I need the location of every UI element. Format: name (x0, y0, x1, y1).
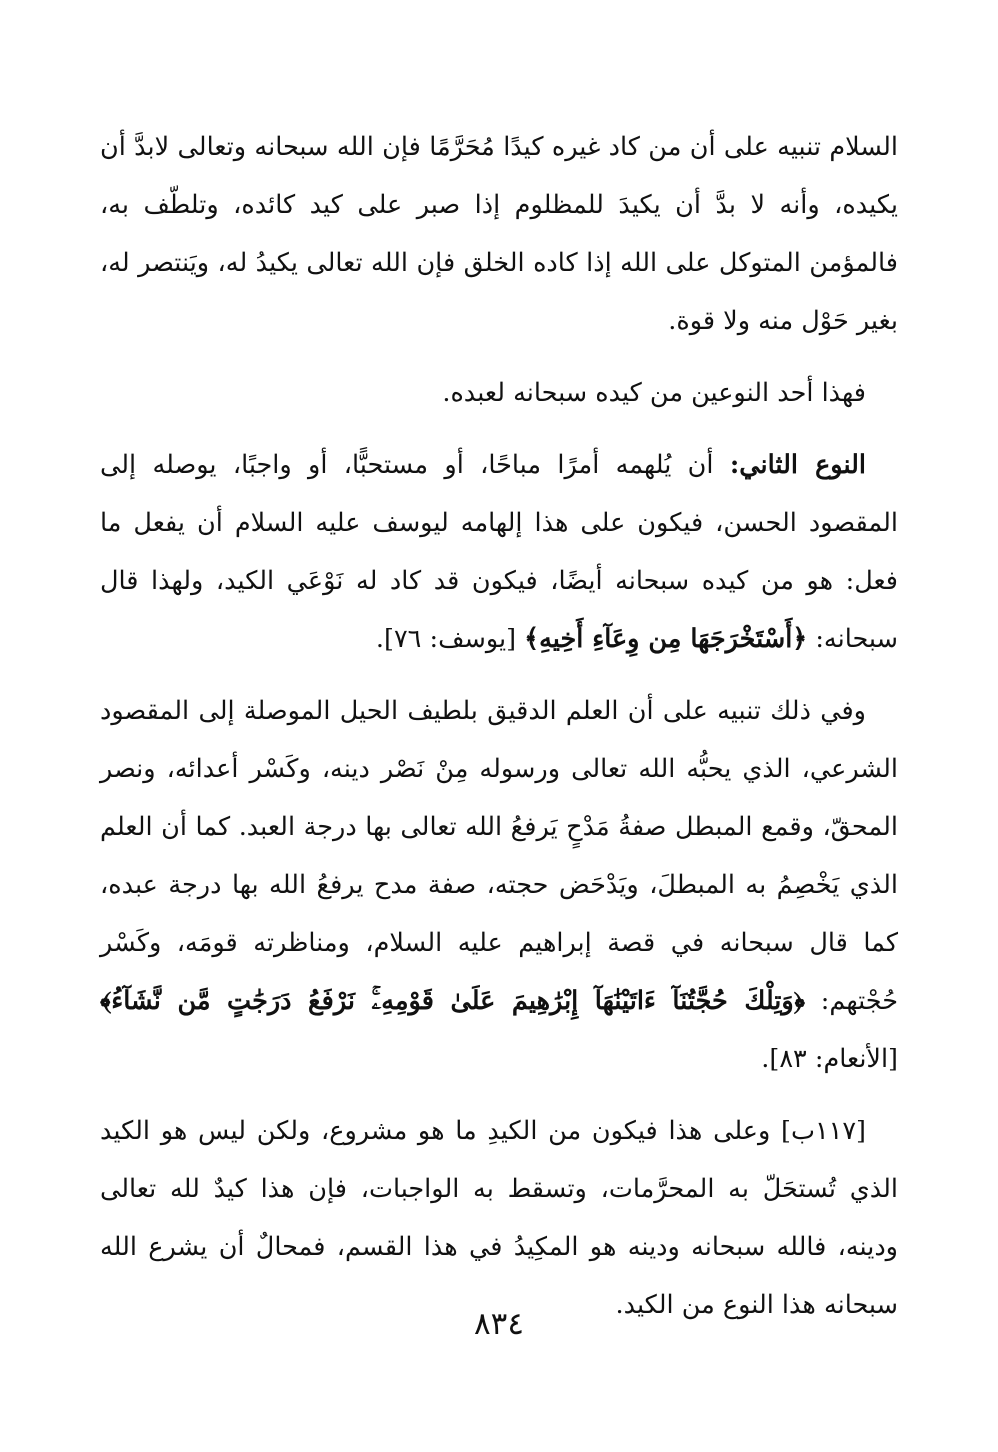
verse-reference-yusuf: [يوسف: ٧٦]. (375, 624, 525, 654)
section-lead-heading: النوع الثاني: (729, 450, 867, 480)
paragraph-5-text: [١١٧ب] وعلى هذا فيكون من الكيدِ ما هو مشروع، ولكن ليس هو الكيد الذي تُستحَلّ به المحرَّمات، وتسقط به الواجبات، فإن هذا كيدٌ لله تعالى ودينه، فالله سبحانه ودينه هو المكِيدُ في هذا القسم، فمحالٌ أن يشرع الله سبحانه هذا النوع من الكيد. (100, 1116, 898, 1320)
paragraph-3-text-start: أن يُلهمه أمرًا مباحًا، أو مستحبًّا، أو واجبًا، يوصله إلى المقصود الحسن، فيكون على هذا إلهامه ليوسف عليه السلام أن يفعل ما فعل: هو من كيده سبحانه أيضًا، فيكون قد كاد له نَوْعَي الكيد، ولهذا قال سبحانه: (100, 450, 898, 654)
quran-verse-anam: ﴿وَتِلْكَ حُجَّتُنَآ ءَاتَيْنَٰهَآ إِبْرَٰهِيمَ عَلَىٰ قَوْمِهِۦۚ نَرْفَعُ دَرَجَٰتٍ مَّن نَّشَآءُ﴾ (100, 986, 805, 1016)
page-number: ٨٣٤ (474, 1306, 524, 1342)
paragraph-4-text-start: وفي ذلك تنبيه على أن العلم الدقيق بلطيف الحيل الموصلة إلى المقصود الشرعي، الذي يحبُّه الله تعالى ورسوله مِنْ نَصْر دينه، وكَسْر أعدائه، ونصر المحقّ، وقمع المبطل صفةُ مَدْحٍ يَرفعُ الله تعالى بها درجة العبد. كما أن العلم الذي يَخْصِمُ به المبطلَ، ويَدْحَض حجته، صفة مدح يرفعُ الله بها درجة عبده، كما قال سبحانه في قصة إبراهيم عليه السلام، ومناظرته قومَه، وكَسْر حُجْتهم: (100, 696, 899, 1016)
paragraph-3 (100, 436, 898, 668)
paragraph-5 (100, 1102, 898, 1334)
page-body (100, 118, 898, 1348)
paragraph-4 (100, 682, 898, 1088)
paragraph-2 (100, 364, 898, 422)
paragraph-1 (100, 118, 898, 350)
paragraph-2-text: فهذا أحد النوعين من كيده سبحانه لعبده. (442, 378, 866, 408)
verse-reference-anam: [الأنعام: ٨٣]. (761, 1044, 898, 1074)
quran-verse-yusuf: ﴿أَسْتَخْرَجَهَا مِن وِعَآءِ أَخِيهِ﴾ (524, 624, 808, 654)
paragraph-1-text: السلام تنبيه على أن من كاد غيره كيدًا مُحَرَّمًا فإن الله سبحانه وتعالى لابدَّ أن يكيده، وأنه لا بدَّ أن يكيدَ للمظلوم إذا صبر على كيد كائده، وتلطّف به، فالمؤمن المتوكل على الله إذا كاده الخلق فإن الله تعالى يكيدُ له، ويَنتصر له، بغير حَوْل منه ولا قوة. (100, 132, 898, 336)
